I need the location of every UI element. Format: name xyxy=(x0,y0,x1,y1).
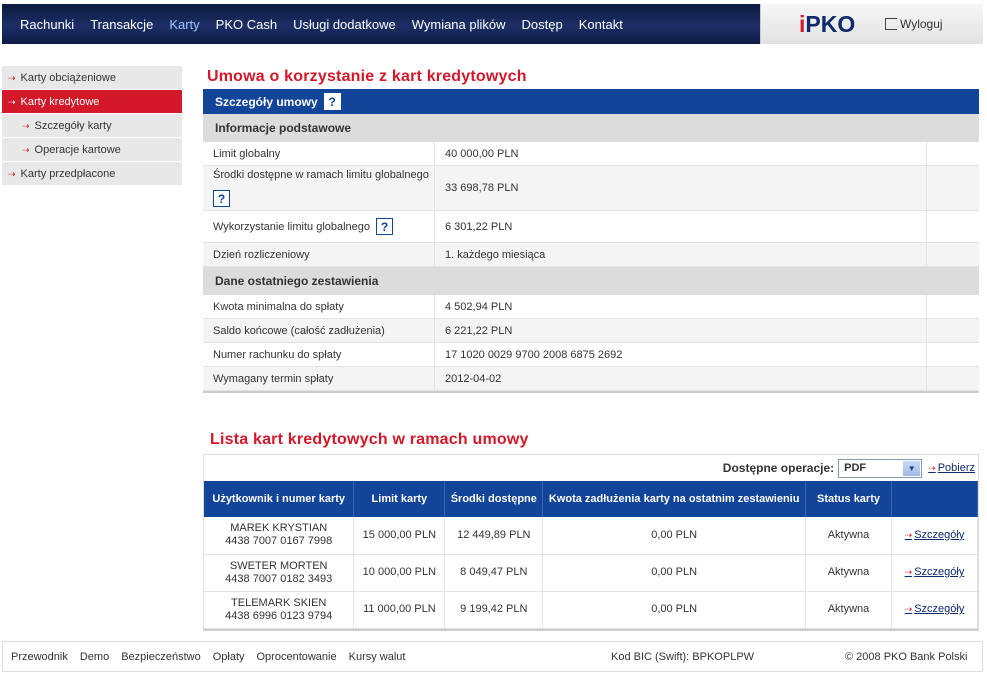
col-action xyxy=(891,481,977,517)
cell-status: Aktywna xyxy=(806,554,892,591)
detail-value: 2012-04-02 xyxy=(435,367,927,390)
detail-value: 6 221,22 PLN xyxy=(435,319,927,342)
footer-link-oprocentowanie[interactable]: Oprocentowanie xyxy=(256,650,337,663)
cell-status: Aktywna xyxy=(806,517,892,554)
nav-uslugi-dodatkowe[interactable]: Usługi dodatkowe xyxy=(293,16,396,32)
logout-icon xyxy=(885,18,897,30)
detail-label-text: Wykorzystanie limitu globalnego xyxy=(213,220,371,233)
detail-label: Numer rachunku do spłaty xyxy=(203,343,435,366)
col-limit: Limit karty xyxy=(354,481,445,517)
copyright: © 2008 PKO Bank Polski xyxy=(845,650,968,663)
sidebar-item-label: Karty przedpłacone xyxy=(20,167,116,180)
help-icon[interactable]: ? xyxy=(213,190,230,207)
sidebar-item-szczegoly-karty[interactable] xyxy=(2,114,182,138)
arrow-icon: ⇢ xyxy=(928,463,936,473)
brand-area xyxy=(760,4,983,44)
detail-label xyxy=(203,211,435,242)
cell-debt: 0,00 PLN xyxy=(543,591,806,628)
cell-available: 12 449,89 PLN xyxy=(445,517,543,554)
arrow-icon: ⇢ xyxy=(8,72,16,83)
operations-selected: PDF xyxy=(844,462,867,474)
detail-value: 40 000,00 PLN xyxy=(435,142,927,165)
details-link[interactable]: ⇢ Szczegóły xyxy=(891,517,977,554)
bic-code: Kod BIC (Swift): BPKOPLPW xyxy=(611,650,755,663)
nav-transakcje[interactable]: Transakcje xyxy=(90,16,154,32)
operations-bar xyxy=(204,455,978,481)
sidebar xyxy=(2,66,182,186)
sidebar-item-label: Karty obciążeniowe xyxy=(20,71,116,84)
detail-row xyxy=(203,295,979,319)
nav-dostep[interactable]: Dostęp xyxy=(521,16,563,32)
arrow-icon: ⇢ xyxy=(904,567,913,577)
help-icon[interactable]: ? xyxy=(324,93,341,110)
arrow-icon: ⇢ xyxy=(8,168,16,179)
footer-link-przewodnik[interactable]: Przewodnik xyxy=(11,650,68,663)
ipko-logo[interactable]: iPKO xyxy=(799,11,856,37)
detail-label: Kwota minimalna do spłaty xyxy=(203,295,435,318)
detail-row xyxy=(203,211,979,243)
cell-limit: 15 000,00 PLN xyxy=(354,517,445,554)
help-icon[interactable]: ? xyxy=(376,218,393,235)
logout-label: Wyloguj xyxy=(900,17,943,31)
fetch-link[interactable]: ⇢ Pobierz xyxy=(928,462,975,474)
table-header-row xyxy=(204,481,978,517)
col-status: Status karty xyxy=(806,481,892,517)
detail-value: 1. każdego miesiąca xyxy=(435,243,927,266)
footer xyxy=(2,641,983,672)
table-row xyxy=(204,517,978,554)
cards-panel xyxy=(203,454,979,631)
detail-row xyxy=(203,343,979,367)
main-nav xyxy=(2,4,760,44)
cards-table xyxy=(204,481,978,629)
cell-user: MAREK KRYSTIAN 4438 7007 0167 7998 xyxy=(204,517,354,554)
arrow-icon: ⇢ xyxy=(22,144,30,155)
cell-limit: 10 000,00 PLN xyxy=(354,554,445,591)
detail-label: Dzień rozliczeniowy xyxy=(203,243,435,266)
col-user: Użytkownik i numer karty xyxy=(204,481,354,517)
table-row xyxy=(204,591,978,628)
chevron-down-icon[interactable]: ▼ xyxy=(903,461,920,476)
statement-rows xyxy=(203,295,979,391)
footer-link-oplaty[interactable]: Opłaty xyxy=(212,650,245,663)
agreement-details-panel xyxy=(203,89,979,393)
col-debt: Kwota zadłużenia karty na ostatnim zestawieniu xyxy=(543,481,806,517)
cell-available: 8 049,47 PLN xyxy=(445,554,543,591)
detail-row xyxy=(203,319,979,343)
nav-karty[interactable]: Karty xyxy=(169,16,200,32)
cell-user: TELEMARK SKIEN 4438 6996 0123 9794 xyxy=(204,591,354,628)
detail-value: 17 1020 0029 9700 2008 6875 2692 xyxy=(435,343,927,366)
table-row xyxy=(204,554,978,591)
arrow-icon: ⇢ xyxy=(8,96,16,107)
sidebar-item-karty-obciazeniowe[interactable] xyxy=(2,66,182,90)
arrow-icon: ⇢ xyxy=(904,529,913,540)
detail-row xyxy=(203,166,979,211)
detail-row xyxy=(203,367,979,391)
nav-rachunki[interactable]: Rachunki xyxy=(20,16,75,32)
detail-row xyxy=(203,142,979,166)
arrow-icon: ⇢ xyxy=(904,604,913,614)
cards-heading: Lista kart kredytowych w ramach umowy xyxy=(210,431,529,448)
detail-label: Wymagany termin spłaty xyxy=(203,367,435,390)
detail-value: 4 502,94 PLN xyxy=(435,295,927,318)
operations-label: Dostępne operacje: xyxy=(722,461,835,475)
cell-debt: 0,00 PLN xyxy=(543,554,806,591)
cell-user: SWETER MORTEN 4438 7007 0182 3493 xyxy=(204,554,354,591)
detail-label: Limit globalny xyxy=(203,142,435,165)
cell-status: Aktywna xyxy=(806,591,892,628)
footer-link-bezpieczenstwo[interactable]: Bezpieczeństwo xyxy=(121,650,201,663)
detail-row xyxy=(203,243,979,267)
panel-title: Szczegóły umowy xyxy=(215,94,318,109)
sidebar-item-label: Karty kredytowe xyxy=(20,95,100,108)
cell-available: 9 199,42 PLN xyxy=(445,591,543,628)
detail-label xyxy=(203,166,435,210)
basic-rows xyxy=(203,142,979,267)
footer-link-demo[interactable]: Demo xyxy=(79,650,110,663)
arrow-icon: ⇢ xyxy=(22,120,30,131)
agreement-heading: Umowa o korzystanie z kart kredytowych xyxy=(207,68,527,85)
details-link[interactable]: ⇢ Szczegóły xyxy=(891,591,977,628)
cell-limit: 11 000,00 PLN xyxy=(354,591,445,628)
nav-pko-cash[interactable]: PKO Cash xyxy=(215,16,278,32)
detail-label: Saldo końcowe (całość zadłużenia) xyxy=(203,319,435,342)
detail-value: 6 301,22 PLN xyxy=(435,211,927,242)
section-basic-info: Informacje podstawowe xyxy=(203,114,979,142)
cell-debt: 0,00 PLN xyxy=(543,517,806,554)
nav-kontakt[interactable]: Kontakt xyxy=(578,16,623,32)
sidebar-item-karty-przedplacone[interactable] xyxy=(2,162,182,186)
sidebar-item-label: Szczegóły karty xyxy=(34,119,112,132)
sidebar-item-operacje-kartowe[interactable] xyxy=(2,138,182,162)
col-available: Środki dostępne xyxy=(445,481,543,517)
nav-wymiana-plikow[interactable]: Wymiana plików xyxy=(411,16,506,32)
top-bar xyxy=(2,4,983,44)
details-link[interactable]: ⇢ Szczegóły xyxy=(891,554,977,591)
sidebar-item-karty-kredytowe[interactable] xyxy=(2,90,182,114)
sidebar-item-label: Operacje kartowe xyxy=(34,143,121,156)
footer-link-kursy-walut[interactable]: Kursy walut xyxy=(348,650,406,663)
detail-value: 33 698,78 PLN xyxy=(435,166,927,210)
logout-button[interactable] xyxy=(885,17,943,31)
panel-title-bar xyxy=(203,89,979,114)
detail-label-text: Środki dostępne w ramach limitu globalnego xyxy=(213,169,429,181)
section-statement: Dane ostatniego zestawienia xyxy=(203,267,979,295)
operations-select[interactable] xyxy=(838,459,922,478)
